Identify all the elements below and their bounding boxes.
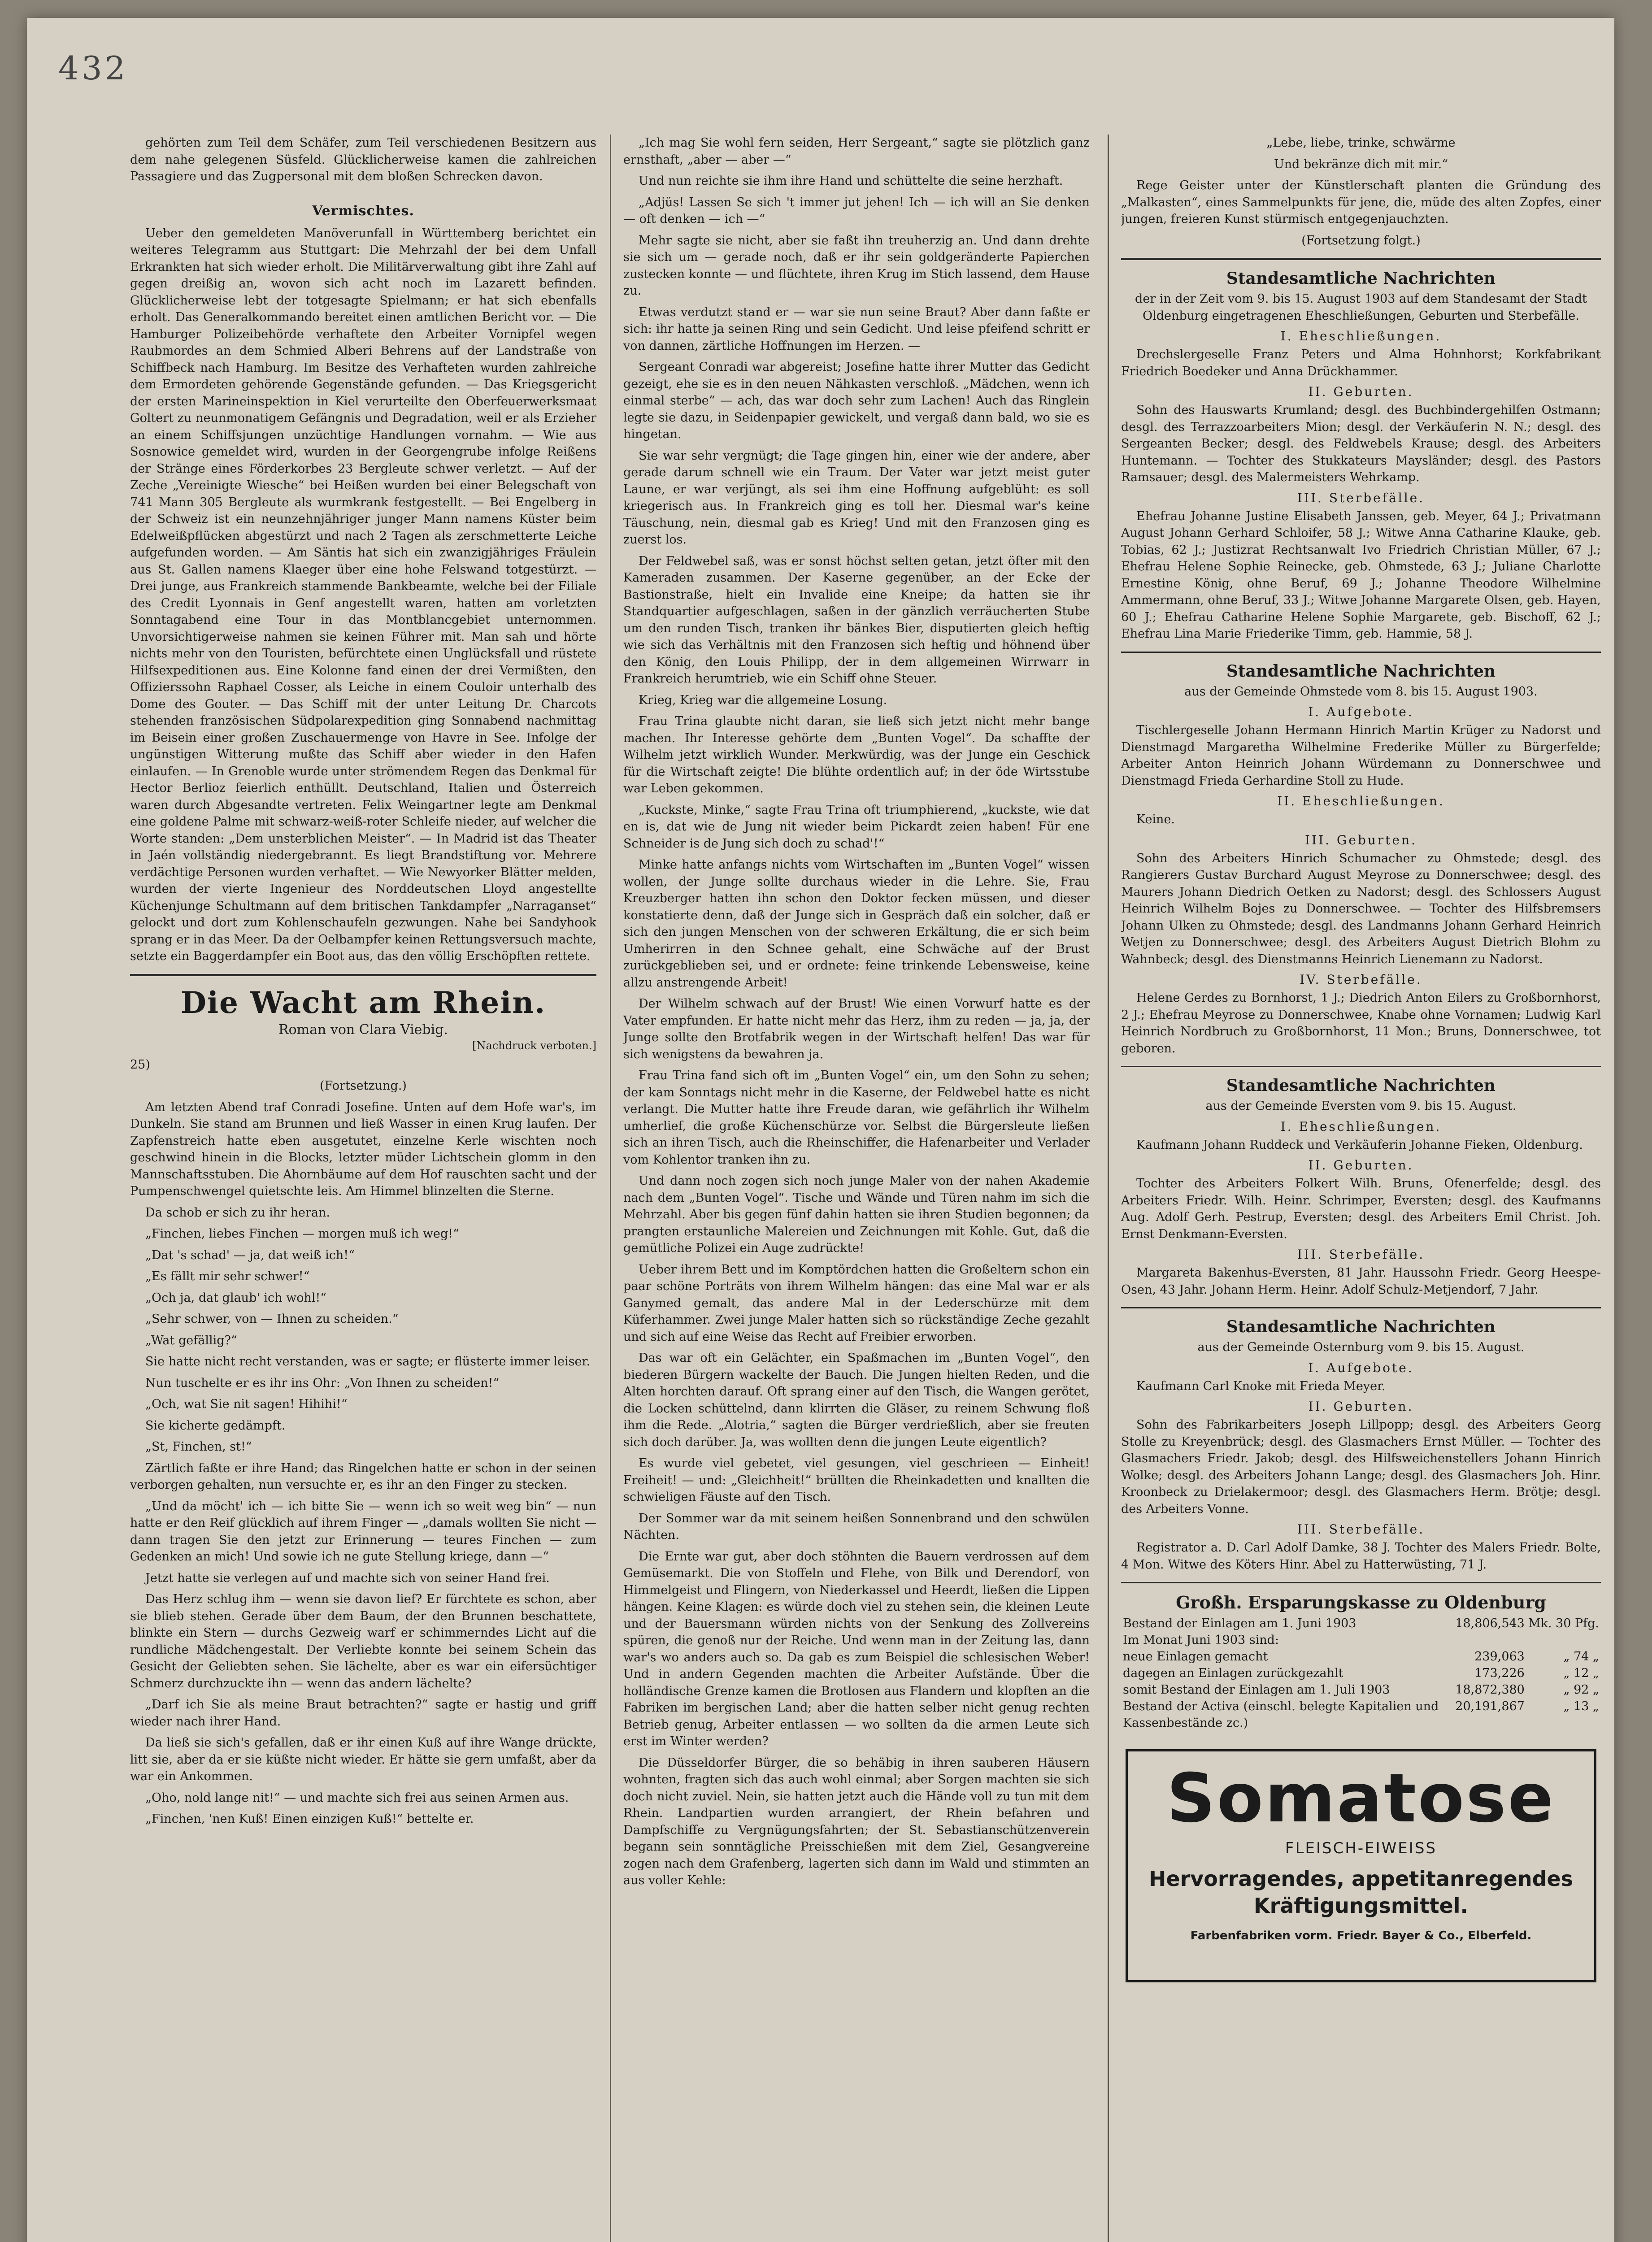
novel-paragraph: Der Sommer war da mit seinem heißen Sonnenbrand und den schwülen Nächten. (623, 1511, 1090, 1542)
registry-title: Standesamtliche Nachrichten (1226, 661, 1496, 681)
section-divider (1121, 652, 1601, 653)
registry-subheading: II. Geburten. (1308, 384, 1414, 399)
registry-entries: Kaufmann Carl Knoke mit Frieda Meyer. (1136, 1379, 1386, 1393)
section-divider (1121, 1066, 1601, 1067)
section-divider (130, 974, 596, 976)
novel-part-number: 25) (130, 1057, 150, 1072)
registry-subheading: I. Aufgebote. (1308, 1360, 1414, 1375)
column-rule (1108, 135, 1109, 2242)
novel-paragraph: Am letzten Abend traf Conradi Josefine. Unten auf dem Hofe war's, im Dunkeln. Sie stand am Brunnen und ließ Wasser in einen Krug laufen. Der Zapfenstreich hatte eben ausgetutet, einzelne Kerle wischten noch geschwind hinein in die Blocks, letzter müder Lichtschein glomm in den Mannschaftsstuben. Die Ahornbäume auf dem Hof rauschten sacht und der Pumpenschwengel quietschte leis. Am Himmel blinzelten die Sterne. (130, 1100, 596, 1198)
table-cell-unit: Mk. 30 Pfg. (1528, 1616, 1599, 1630)
registry-subheading: III. Sterbefälle. (1297, 490, 1425, 505)
registry-subheading: III. Geburten. (1304, 832, 1417, 847)
table-cell-label: somit Bestand der Einlagen am 1. Juli 1903 (1123, 1683, 1390, 1697)
table-row (1121, 1615, 1601, 1632)
novel-continuation: (Fortsetzung.) (320, 1079, 407, 1093)
novel-paragraph: „Und da möcht' ich — ich bitte Sie — wenn ich so weit weg bin“ — nun hatte er den Reif glücklich auf ihrem Finger — „damals wollten Sie nicht — dann tragen Sie den jetzt zur Erinnerung — teures Finchen — zum Gedenken an mich! Und sowie ich ne gute Stellung kriege, dann —“ (130, 1499, 596, 1564)
column-right (1121, 135, 1601, 2242)
registry-subheading: I. Eheschließungen. (1280, 329, 1442, 343)
registry-entries: Drechslergeselle Franz Peters und Alma Hohnhorst; Korkfabrikant Friedrich Boedeker und Anna Drückhammer. (1121, 348, 1601, 378)
novel-paragraph: Da ließ sie sich's gefallen, daß er ihr einen Kuß auf ihre Wange drückte, litt sie, aber da er sie küßte nicht wieder. Er hätte sie gern umfaßt, aber da war ein Ankommen. (130, 1736, 596, 1783)
ad-brand-name: Somatose (1166, 1760, 1556, 1838)
novel-paragraph: Frau Trina fand sich oft im „Bunten Vogel“ ein, um den Sohn zu sehen; der kam Sonntags nicht mehr in die Kaserne, der Feldwebel hatte es nicht verlangt. Die Mutter hatte ihre Freude daran, wie gefährlich ihr Wilhelm umherlief, die große Küchenschürze vor. Selbst die Bürgersleute ließen sich an ihren Tisch, auch die Rheinschiffer, die Hafenarbeiter und Verlader vom Kohlentor tranken ihn zu. (623, 1069, 1090, 1167)
table-cell-unit: „ 74 „ (1563, 1650, 1599, 1664)
table-cell-label: Bestand der Activa (einschl. belegte Kapitalien und Kassenbestände zc.) (1123, 1699, 1439, 1730)
novel-paragraph: Sie kicherte gedämpft. (145, 1418, 286, 1433)
novel-paragraph: „Wat gefällig?“ (145, 1333, 237, 1347)
novel-paragraph: Mehr sagte sie nicht, aber sie faßt ihn treuherzig an. Und dann drehte sie sich um — gerade noch, daß er ihr sein goldgeränderte Papierchen zustecken konnte — und flüchtete, ihren Krug im Stich lassend, dem Hause zu. (623, 233, 1090, 298)
registry-subheading: II. Geburten. (1308, 1399, 1414, 1414)
table-row (1121, 1665, 1601, 1682)
table-row (1121, 1632, 1601, 1648)
registry-entries: Tochter des Arbeiters Folkert Wilh. Bruns, Ofenerfelde; desgl. des Arbeiters Friedr. Wilh. Heinr. Schrimper, Eversten; desgl. des Kaufmanns Aug. Adolf Gerh. Pestrup, Eversten; desgl. des Arbeiters Emil Christ. Joh. Ernst Denkmann-Eversten. (1121, 1177, 1601, 1241)
table-row (1121, 1648, 1601, 1665)
registry-entries: Keine. (1136, 813, 1175, 826)
novel-paragraph: „Dat 's schad' — ja, dat weiß ich!“ (145, 1248, 355, 1262)
registry-subheading: II. Eheschließungen. (1277, 794, 1445, 808)
novel-paragraph: Frau Trina glaubte nicht daran, sie ließ sich jetzt nicht mehr bange machen. Ihr Interesse gehörte dem „Bunten Vogel“. Da schaffte der Wilhelm jetzt wirklich Wunder. Merkwürdig, was der Junge ein Geschick für die Wirtschaft zeigte! Die blühte ordentlich auf; in der öde Wirtsstube war Leben gekommen. (623, 714, 1090, 795)
ad-manufacturer: Farbenfabriken vorm. Friedr. Bayer & Co., Elberfeld. (1190, 1929, 1532, 1942)
novel-paragraph: Jetzt hatte sie verlegen auf und machte sich von seiner Hand frei. (145, 1571, 550, 1585)
registry-title: Standesamtliche Nachrichten (1226, 1317, 1496, 1336)
table-row (1121, 1698, 1601, 1731)
registry-entries: Sohn des Hauswarts Krumland; desgl. des Buchbindergehilfen Ostmann; desgl. des Terrazzoarbeiters Mion; desgl. der Verkäuferin N. N.; desgl. des Sergeanten Becker; desgl. des Feldwebels Krause; desgl. des Arbeiters Huntemann. — Tochter des Stukkateurs Maysländer; desgl. des Pastors Ramsauer; desgl. des Malermeisters Wehrkamp. (1121, 403, 1601, 484)
novel-paragraph: Nun tuschelte er es ihr ins Ohr: „Von Ihnen zu scheiden!“ (145, 1376, 500, 1390)
novel-paragraph: Minke hatte anfangs nichts vom Wirtschaften im „Bunten Vogel“ wissen wollen, der Junge sollte durchaus wieder in die Lehre. Sie, Frau Kreuzberger hatten ihn schon den Doktor fecken müssen, und dieser konstatierte denn, daß der Junge sich in Gespräch daß ein solcher, daß er sich den jungen Menschen von der schweren Erkältung, die er sich beim Umherirren in den Schnee gehalt, eine Schwäche auf der Brust zurückgeblieben sei, und er ordnete: feine trinkende Lebensweise, keine allzu anstrengende Arbeit! (623, 858, 1090, 990)
section-divider (1121, 1582, 1601, 1583)
civil-registry-eversten (1121, 1076, 1601, 1298)
novel-paragraph: Das Herz schlug ihm — wenn sie davon lief? Er fürchtete es schon, aber sie blieb stehen. Gerade über dem Baum, der den Brunnen beschattete, blinkte ein Stern — durchs Gezweig warf er schimmerndes Licht auf die rundliche Mädchengestalt. Der Verliebte konnte bei seinem Schein das Gesicht der Geliebten sehen. Sie lächelte, aber es war ein eifersüchtiger Schmerz durchzuckte ihn — wenn das andern lächelte? (130, 1592, 596, 1690)
table-cell-unit: „ 13 „ (1563, 1699, 1599, 1713)
section-divider (1121, 258, 1601, 260)
registry-entries: Kaufmann Johann Ruddeck und Verkäuferin Johanne Fieken, Oldenburg. (1136, 1138, 1583, 1152)
novel-paragraph: „Ich mag Sie wohl fern seiden, Herr Sergeant,“ sagte sie plötzlich ganz ernsthaft, „aber — aber —“ (623, 136, 1090, 167)
registry-subheading: I. Eheschließungen. (1280, 1119, 1442, 1134)
registry-intro: aus der Gemeinde Osternburg vom 9. bis 15. August. (1197, 1340, 1525, 1354)
novel-paragraph: Ueber ihrem Bett und im Komptördchen hatten die Großeltern schon ein paar schöne Porträts von ihrem Wilhelm hängen: das eine Mal war er als Ganymed gemalt, das andere Mal in der Lederschürze mit dem Küferhammer. Zwei junge Maler hatten sich so rückständige Zeche gezahlt und sich auf eine Weise das Recht auf Freibier erworben. (623, 1262, 1090, 1344)
table-cell-label: dagegen an Einlagen zurückgezahlt (1123, 1666, 1343, 1680)
registry-title: Standesamtliche Nachrichten (1226, 1076, 1496, 1095)
novel-paragraph: Sergeant Conradi war abgereist; Josefine hatte ihrer Mutter das Gedicht gezeigt, ehe sie es in den neuen Nähkasten verschloß. „Mädchen, wenn ich einmal sterbe“ — ach, das war doch sehr zum Lachen! Auch das Ringlein legte sie dazu, in Seidenpapier gewickelt, und vergaß dann bald, wo sie es hingetan. (623, 360, 1090, 441)
novel-paragraph: „Finchen, 'nen Kuß! Einen einzigen Kuß!“ bettelte er. (145, 1812, 474, 1826)
column-rule (610, 135, 611, 2242)
savings-bank-report (1121, 1592, 1601, 1731)
ad-tagline (1132, 1865, 1590, 1919)
novel-paragraph: Und nun reichte sie ihm ihre Hand und schüttelte die seine herzhaft. (639, 174, 1063, 188)
table-cell-unit: „ 12 „ (1563, 1666, 1599, 1680)
poem-line: „Lebe, liebe, trinke, schwärme (1266, 136, 1456, 150)
novel-paragraph: „Oho, nold lange nit!“ — und machte sich frei aus seinen Armen aus. (145, 1790, 569, 1805)
registry-entries: Tischlergeselle Johann Hermann Hinrich Martin Krüger zu Nadorst und Dienstmagd Margaretha Wilhelmine Frederike Müller zu Bürgerfelde; Arbeiter Anton Heinrich Johann Würdemann zu Donnerschwee und Dienstmagd Frieda Gerhardine Stoll zu Hude. (1121, 723, 1601, 788)
registry-entries: Margareta Bakenhus-Eversten, 81 Jahr. Haussohn Friedr. Georg Heespe-Osen, 43 Jahr. Johann Herm. Heinr. Adolf Schulz-Metjendorf, 7 Jahr. (1121, 1266, 1601, 1297)
novel-paragraph: „Och ja, dat glaub' ich wohl!“ (145, 1290, 327, 1305)
page-number: 432 (58, 49, 128, 87)
section-heading-vermischtes: Vermischtes. (312, 203, 414, 219)
novel-paragraph: Zärtlich faßte er ihre Hand; das Ringelchen hatte er schon in der seinen verborgen gehalten, nun versuchte er, es ihr an den Finger zu stecken. (130, 1461, 596, 1492)
table-cell-amount: 18,806,543 (1455, 1616, 1525, 1630)
reprint-notice: [Nachdruck verboten.] (472, 1039, 596, 1052)
section-divider (1121, 1307, 1601, 1308)
ad-product-type: FLEISCH-EIWEISS (1285, 1839, 1437, 1857)
novel-paragraph: Krieg, Krieg war die allgemeine Losung. (639, 693, 887, 707)
table-row (1121, 1682, 1601, 1698)
somatose-advertisement (1126, 1749, 1596, 1982)
novel-byline: Roman von Clara Viebig. (278, 1021, 448, 1038)
novel-paragraph: Sie war sehr vergnügt; die Tage gingen hin, einer wie der andere, aber gerade darum schnell wie ein Traum. Der Vater war jetzt meist guter Laune, er war verjüngt, als sei ihm eine Hoffnung aufgeblüht: es soll kriegerisch aus. In Frankreich ging es toll her. Diesmal war's keine Täuschung, nein, diesmal gab es Krieg! Und mit den Franzosen ging es zuerst los. (623, 448, 1090, 547)
table-cell-unit: „ 92 „ (1563, 1683, 1599, 1697)
ad-tagline-line: Kräftigungsmittel. (1254, 1894, 1468, 1918)
novel-paragraph: „Och, wat Sie nit sagen! Hihihi!“ (145, 1397, 348, 1411)
registry-subheading: II. Geburten. (1308, 1158, 1414, 1173)
novel-paragraph: „Darf ich Sie als meine Braut betrachten?“ sagte er hastig und griff wieder nach ihrer Hand. (130, 1698, 596, 1729)
novel-paragraph: Das war oft ein Gelächter, ein Spaßmachen im „Bunten Vogel“, den biederen Bürgern wackelte der Bauch. Die Jungen hielten Reden, und die Alten horchten darauf. Oft sprang einer auf den Tisch, die Wangen gerötet, die Locken schüttelnd, dann klirrten die Gläser, zu reinem Schwung floß ihm die Rede. „Alotria,“ sagten die Bürger verdrießlich, aber sie freuten sich doch darüber. Ja, was wollten denn die jungen Leute eigentlich? (623, 1351, 1090, 1449)
civil-registry-ohmstede (1121, 662, 1601, 1057)
table-cell-amount: 173,226 (1474, 1666, 1525, 1680)
continued-note: (Fortsetzung folgt.) (1301, 233, 1421, 248)
table-cell-unit (1526, 1632, 1601, 1648)
novel-paragraph: „St, Finchen, st!“ (145, 1440, 252, 1454)
novel-paragraph: Rege Geister unter der Künstlerschaft planten die Gründung des „Malkasten“, eines Sammelpunkts für jene, die, müde des alten Zopfes, einer jungen, freieren Kunst stürmisch entgegenjauchzten. (1121, 178, 1601, 226)
table-cell-amount: 20,191,867 (1455, 1699, 1525, 1713)
registry-subheading: I. Aufgebote. (1308, 704, 1414, 719)
column-left (130, 135, 596, 2242)
registry-entries: Helene Gerdes zu Bornhorst, 1 J.; Diedrich Anton Eilers zu Großbornhorst, 2 J.; Ehefrau Meyrose zu Donnerschwee, Knabe ohne Vornamen; Ludwig Karl Heinrich Nordbruch zu Großbornhorst, 11 Mon.; Bruns, Donnerschwee, tot geboren. (1121, 991, 1601, 1056)
poem-line: Und bekränze dich mit mir.“ (1274, 157, 1448, 171)
registry-title: Standesamtliche Nachrichten (1226, 269, 1496, 288)
novel-paragraph: Die Düsseldorfer Bürger, die so behäbig in ihren sauberen Häusern wohnten, fragten sich das auch wohl einmal; aber Sorgen machten sie sich doch nicht zuviel. Nein, sie hatten jetzt auch die Hände voll zu tun mit dem Rhein. Landpartien wurden arrangiert, der Rhein befahren und Dampfschiffe zu Vergnügungsfahrten; der St. Sebastianschützenverein begann sein sonntägliche Preisschießen mit dem Ziel, Gesangvereine zogen nach dem Grafenberg, lagerten sich dann im Wald und stimmten an aus voller Kehle: (623, 1755, 1090, 1887)
intro-paragraph: gehörten zum Teil dem Schäfer, zum Teil verschiedenen Besitzern aus dem nahe gelegenen Süsfeld. Glücklicherweise kamen die zahlreichen Passagiere und das Zugpersonal mit dem bloßen Schrecken davon. (130, 136, 596, 183)
column-middle (623, 135, 1090, 2242)
novel-paragraph: Da schob er sich zu ihr heran. (145, 1205, 330, 1220)
novel-paragraph: Die Ernte war gut, aber doch stöhnten die Bauern verdrossen auf dem Gemüsemarkt. Die von Stoffeln und Flehe, von Bilk und Derendorf, von Himmelgeist und Flingern, von Niederkassel und Heerdt, ließen die Lippen hängen. Keine Klagen: es würde doch viel zu stehen sein, die kleinen Leute und der Bauersmann würden nichts von der Senkung des Zollvereins spüren, die genoß nur der Reiche. Und wenn man in der Zeitung las, dann war's wo anders auch so. Da gab es zum Beispiel die schlesischen Weber! Und in andern Gegenden machten die Arbeiter Aufstände. Über die holländische Grenze kamen die Brotlosen aus Flandern und klopften an die Fabriken im bergischen Land; aber die hatten selber nicht genug rechten Betrieb genug, Arbeiter entlassen — wo sollten da die armen Leute sich erst im Winter werden? (623, 1549, 1090, 1748)
civil-registry-osternburg (1121, 1317, 1601, 1573)
novel-paragraph: „Finchen, liebes Finchen — morgen muß ich weg!“ (145, 1227, 459, 1241)
novel-paragraph: Es wurde viel gebetet, viel gesungen, viel geschrieen — Einheit! Freiheit! — und: „Gleichheit!“ brüllten die Rheinkadetten und knallten die schwieligen Fäuste auf den Tisch. (623, 1456, 1090, 1504)
table-cell-label: neue Einlagen gemacht (1123, 1650, 1268, 1664)
civil-registry-oldenburg (1121, 269, 1601, 643)
novel-paragraph: „Kuckste, Minke,“ sagte Frau Trina oft triumphierend, „kuckste, wie dat en is, dat wie de Jung nit wieder beim Pickardt zeien haben! Für ene Schneider is de Jung sich doch zu schad'!“ (623, 803, 1090, 851)
table-cell-amount: 239,063 (1474, 1650, 1525, 1664)
novel-paragraph: Der Feldwebel saß, was er sonst höchst selten getan, jetzt öfter mit den Kameraden zusammen. Der Kaserne gegenüber, an der Ecke der Bastionstraße, hielt ein Invalide eine Kneipe; da hatten sie ihr Standquartier aufgeschlagen, saßen in der gänzlich verräucherten Stube um den runden Tisch, tranken ihr bänkes Bier, disputierten gleich heftig wie sich das Verhältnis mit den Franzosen sich heftig und höhnend über den König, den Louis Philipp, der in dem allgemeinen Wirrwarr in Frankreich herumtrieb, wie ein Schiff ohne Steuer. (623, 554, 1090, 686)
savings-bank-table (1121, 1615, 1601, 1731)
registry-entries: Ehefrau Johanne Justine Elisabeth Janssen, geb. Meyer, 64 J.; Privatmann August Johann Gerhard Schloifer, 58 J.; Witwe Anna Catharine Klauke, geb. Tobias, 62 J.; Justizrat Rechtsanwalt Ivo Friedrich Christian Müller, 67 J.; Ehefrau Helene Sophie Reinecke, geb. Ohmstede, 63 J.; Juliane Charlotte Ernestine König, ohne Beruf, 69 J.; Johanne Theodore Wilhelmine Ammermann, ohne Beruf, 33 J.; Witwe Johanne Margarete Olsen, geb. Hayen, 60 J.; Ehefrau Catharine Helene Sophie Margarete, geb. Bischoff, 62 J.; Ehefrau Lina Marie Friederike Timm, geb. Hammie, 58 J. (1121, 509, 1601, 641)
novel-paragraph: „Adjüs! Lassen Se sich 't immer jut jehen! Ich — ich will an Sie denken — oft denken — ich —“ (623, 195, 1090, 226)
registry-intro: aus der Gemeinde Eversten vom 9. bis 15. August. (1205, 1099, 1517, 1113)
savings-bank-title: Großh. Ersparungskasse zu Oldenburg (1176, 1592, 1546, 1612)
novel-paragraph: Der Wilhelm schwach auf der Brust! Wie einen Vorwurf hatte es der Vater empfunden. Er hatte nicht mehr das Herz, ihm zu reden — ja, ja, der Junge sollte den Brotfabrik wegen in der Wirtschaft helfen! Das war für sich wenigstens da bewahren ja. (623, 997, 1090, 1061)
registry-entries: Sohn des Arbeiters Hinrich Schumacher zu Ohmstede; desgl. des Rangierers Gustav Burchard August Meyrose zu Donnerschwee; desgl. des Maurers Johann Diedrich Oetken zu Nadorst; desgl. des Schlossers August Heinrich Wilhelm Bojes zu Donnerschwee. — Tochter des Hilfsbremsers Johann Ulken zu Ohmstede; desgl. des Landmanns Johann Gerhard Heinrich Wetjen zu Donnerschwee; desgl. des Arbeiters August Dietrich Blohm zu Wahnbeck; desgl. des Dienstmanns Heinrich Lienemann zu Nadorst. (1121, 851, 1601, 966)
novel-paragraph: Etwas verdutzt stand er — war sie nun seine Braut? Aber dann faßte er sich: ihr hatte ja seinen Ring und sein Gedicht. Und leise pfeifend schritt er von dannen, zärtliche Hoffnungen im Herzen. — (623, 305, 1090, 353)
registry-entries: Sohn des Fabrikarbeiters Joseph Lillpopp; desgl. des Arbeiters Georg Stolle zu Kreyenbrück; desgl. des Glasmachers Ernst Müller. — Tochter des Glasmachers Friedr. Jakob; desgl. des Hilfsweichenstellers Johann Hinrich Wolke; desgl. des Arbeiters Johann Lange; desgl. des Glasmachers Joh. Hinr. Kroonbeck zu Drielakermoor; desgl. des Glasmachers Herm. Brötje; desgl. des Arbeiters Vonne. (1121, 1418, 1601, 1516)
table-cell-label: Im Monat Juni 1903 sind: (1123, 1633, 1279, 1647)
registry-entries: Registrator a. D. Carl Adolf Damke, 38 J. Tochter des Malers Friedr. Bolte, 4 Mon. Witwe des Köters Hinr. Abel zu Hatterwüsting, 71 J. (1121, 1541, 1601, 1572)
table-cell-amount (1453, 1632, 1526, 1648)
table-cell-amount: 18,872,380 (1455, 1683, 1525, 1697)
novel-paragraph: Sie hatte nicht recht verstanden, was er sagte; er flüsterte immer leiser. (145, 1355, 591, 1369)
registry-subheading: III. Sterbefälle. (1297, 1522, 1425, 1537)
novel-paragraph: „Sehr schwer, von — Ihnen zu scheiden.“ (145, 1312, 399, 1326)
ad-tagline-line: Hervorragendes, appetitanregendes (1148, 1867, 1574, 1891)
novel-paragraph: „Es fällt mir sehr schwer!“ (145, 1269, 310, 1283)
registry-intro: aus der Gemeinde Ohmstede vom 8. bis 15. August 1903. (1184, 684, 1538, 699)
table-cell-label: Bestand der Einlagen am 1. Juni 1903 (1123, 1616, 1356, 1630)
novel-paragraph: Und dann noch zogen sich noch junge Maler von der nahen Akademie nach dem „Bunten Vogel“. Tische und Wände und Türen nahm im sich die Mehrzahl. Aber bis gegen fünf dahin hatten sie ihren Studien begonnen; da prangten erstaunliche Malereien und Zeichnungen mit Kohle. Gut, daß die gemütliche Polizei ein Auge zudrückte! (623, 1174, 1090, 1255)
novel-title: Die Wacht am Rhein. (180, 985, 546, 1020)
registry-subheading: IV. Sterbefälle. (1300, 972, 1422, 987)
registry-subheading: III. Sterbefälle. (1297, 1247, 1425, 1262)
registry-intro: der in der Zeit vom 9. bis 15. August 1903 auf dem Standesamt der Stadt Oldenburg eingetragenen Eheschließungen, Geburten und Sterbefälle. (1135, 292, 1587, 323)
vermischtes-paragraph: Ueber den gemeldeten Manöverunfall in Württemberg berichtet ein weiteres Telegramm aus Stuttgart: Die Mehrzahl der bei dem Unfall Erkrankten hat sich wieder erholt. Die Militärverwaltung gibt ihre Zahl auf gegen dreißig an, wovon sich acht noch im Lazarett befinden. Glücklicherweise lebt der totgesagte Spielmann; er hat sich ebenfalls erholt. Das Generalkommando bereitet einen amtlichen Bericht vor. — Die Hamburger Polizeibehörde verhaftete den Arbeiter Vornipfel wegen Raubmordes an dem Schmied Alberi Behrens auf der Landstraße von Schiffbeck nach Hamburg. Im Besitze des Verhafteten wurden zahlreiche dem Ermordeten gehörende Gegenstände gefunden. — Das Kriegsgericht der ersten Marineinspektion in Kiel verurteilte den Oberfeuerwerksmaat Goltert zu neunmonatigem Gefängnis und Degradation, weil er als Erzieher an einem Schiffsjungen unzüchtige Handlungen vornahm. — Wie aus Sosnowice gemeldet wird, wurden in der Georgengrube infolge Reißens der Stränge eines Förderkorbes 23 Bergleute schwer verletzt. — Auf der Zeche „Vereinigte Wiesche“ bei Heißen wurden bei einer Belegschaft von 741 Mann 305 Bergleute als wurmkrank festgestellt. — Bei Engelberg in der Schweiz ist ein neunzehnjähriger junger Mann namens Küster beim Edelweißpflücken abgestürzt und nach 2 Tagen als zerschmetterte Leiche aufgefunden worden. — Am Säntis hat sich ein zwanzigjähriges Fräulein aus St. Gallen namens Klaeger über eine hohe Felswand totgestürzt. — Drei junge, aus Frankreich stammende Bankbeamte, welche bei der Filiale des Credit Lyonnais in Genf angestellt waren, hatten am vorletzten Sonntagabend eine Tour in das Montblancgebiet unternommen. Unvorsichtigerweise nahmen sie keinen Führer mit. Man sah und hörte nichts mehr von den Touristen, befürchtete einen Unglücksfall und rüstete Hilfsexpeditionen aus. Eine Kolonne fand einen der drei Vermißten, den Offizierssohn Raphael Cosser, als Leiche in einem Couloir unterhalb des Dome des Gouter. — Das Schiff mit der unter Leitung Dr. Charcots stehenden französischen Südpolarexpedition ging Sonnabend nachmittag im Beisein einer großen Zuschauermenge von Havre in See. Infolge der ungünstigen Witterung mußte das Schiff aber wieder in den Hafen einlaufen. — In Grenoble wurde unter strömendem Regen das Denkmal für Hector Berlioz feierlich enthüllt. Deutschland, Italien und Österreich waren durch Abgesandte vertreten. Felix Weingartner legte am Denkmal eine goldene Palme mit schwarz-weiß-roter Schleife nieder, auf welcher die Worte standen: „Dem unsterblichen Meister“. — In Madrid ist das Theater in Jaén vollständig niedergebrannt. Es liegt Brandstiftung vor. Mehrere verdächtige Personen wurden verhaftet. — Wie Newyorker Blätter melden, wurden der vierte Ingenieur des Norddeutschen Lloyd angestellte Küchenjunge Schultmann auf dem britischen Tankdampfer „Narraganset“ gelockt und dort zum Kohlenschaufeln gezwungen. Nahe bei Sandyhook sprang er in das Meer. Da der Oelbampfer keinen Rettungsversuch machte, setzte ein Baggerdampfer ein Boot aus, das den völlig Erschöpften rettete. (130, 226, 596, 963)
